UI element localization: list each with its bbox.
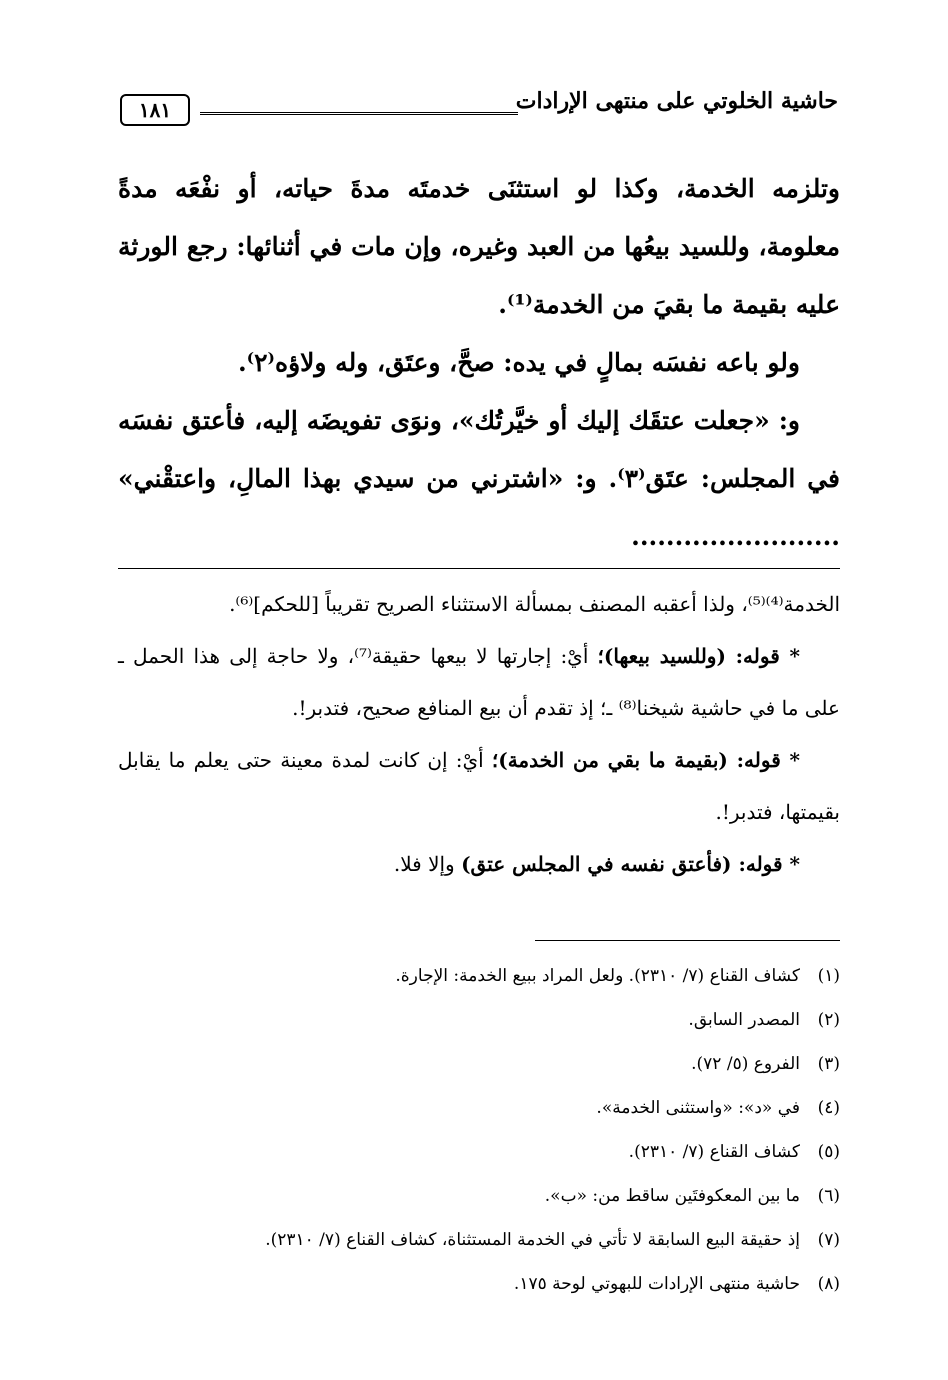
footnote-text: كشاف القناع (٧/ ٢٣١٠). ولعل المراد ببيع الخدمة: الإجارة. <box>395 966 800 986</box>
commentary-1: الخدمة⁽⁴⁾⁽⁵⁾، ولذا أعقبه المصنف بمسألة الاستثناء الصريح تقريباً [للحكم]⁽⁶⁾. <box>229 592 840 616</box>
footnote <box>118 954 840 998</box>
footnote <box>118 1042 840 1086</box>
footnote-text: ما بين المعكوفتَين ساقط من: «ب». <box>544 1186 800 1206</box>
footnote-text: الفروع (٥/ ٧٢). <box>691 1054 800 1074</box>
footnote-number: (١) <box>817 966 840 986</box>
footnote-number: (٦) <box>817 1186 840 1206</box>
footnote-text: حاشية منتهى الإرادات للبهوتي لوحة ١٧٥. <box>513 1274 800 1294</box>
commentary-4-label: * قوله: (فأعتق نفسه في المجلس عتق) <box>461 852 800 876</box>
header-rule <box>200 112 518 118</box>
footnote <box>118 1130 840 1174</box>
footnote <box>118 1174 840 1218</box>
commentary-2-label: * قوله: (وللسيد بيعها)؛ <box>597 644 800 668</box>
footnote-text: إذ حقيقة البيع السابقة لا تأتي في الخدمة المستثناة، كشاف القناع (٧/ ٢٣١٠). <box>265 1230 800 1250</box>
main-text <box>118 160 840 566</box>
main-paragraph-1: وتلزمه الخدمة، وكذا لو استثنَى خدمتَه مدةَ حياته، أو نفْعَه مدةً معلومة، وللسيد بيعُها من العبد وغيره، وإن مات في أثنائها: رجع الورثة عليه بقيمة ما بقيَ من الخدمة⁽¹⁾. <box>118 174 841 319</box>
footnote <box>118 998 840 1042</box>
footnote-number: (٤) <box>817 1098 840 1118</box>
footnote-number: (٢) <box>817 1010 840 1030</box>
dotted-leader: ........................ <box>631 522 840 551</box>
commentary-3 <box>118 734 840 838</box>
footnote <box>118 1262 840 1306</box>
footnote <box>118 1218 840 1262</box>
commentary-4-text: وإلا فلا. <box>393 852 462 876</box>
page-header <box>120 88 838 128</box>
footnote-text: كشاف القناع (٧/ ٢٣١٠). <box>628 1142 800 1162</box>
footnote-text: في «د»: «واستثنى الخدمة». <box>596 1098 800 1118</box>
commentary-3-label: * قوله: (بقيمة ما بقي من الخدمة)؛ <box>491 748 800 772</box>
footnote-text: المصدر السابق. <box>688 1010 800 1030</box>
commentary-2 <box>118 630 840 734</box>
main-paragraph-2: ولو باعه نفسَه بمالٍ في يده: صحَّ، وعتَق، وله ولاؤه⁽٢⁾. <box>237 348 800 377</box>
page-number: ١٨١ <box>120 94 190 126</box>
commentary-4 <box>118 838 840 890</box>
commentary <box>118 578 840 890</box>
footnote-number: (٨) <box>817 1274 840 1294</box>
running-title: حاشية الخلوتي على منتهى الإرادات <box>515 88 838 114</box>
footnote-number: (٣) <box>817 1054 840 1074</box>
main-paragraph-3 <box>118 392 840 566</box>
text-separator <box>118 568 840 569</box>
commentary-2-text: أيْ: إجارتها لا بيعها حقيقة⁽⁷⁾، ولا حاجة إلى هذا الحمل ـ على ما في حاشية شيخنا⁽⁸⁾ ـ؛ إذ تقدم أن بيع المنافع صحيح، فتدبر!. <box>118 644 840 720</box>
footnote-rule <box>535 940 840 941</box>
footnote <box>118 1086 840 1130</box>
footnotes <box>118 954 840 1306</box>
footnote-number: (٥) <box>817 1142 840 1162</box>
commentary-3-text: أيْ: إن كانت لمدة معينة حتى يعلم ما يقابل بقيمتها، فتدبر!. <box>118 748 840 824</box>
footnote-number: (٧) <box>817 1230 840 1250</box>
main-paragraph-3-text: و: «جعلت عتقَك إليك أو خيَّرتُك»، ونوَى تفويضَه إليه، فأعتق نفسَه في المجلس: عتَق⁽٣⁾. و: «اشترني من سيدي بهذا المالِ، واعتقْني» <box>118 406 840 493</box>
